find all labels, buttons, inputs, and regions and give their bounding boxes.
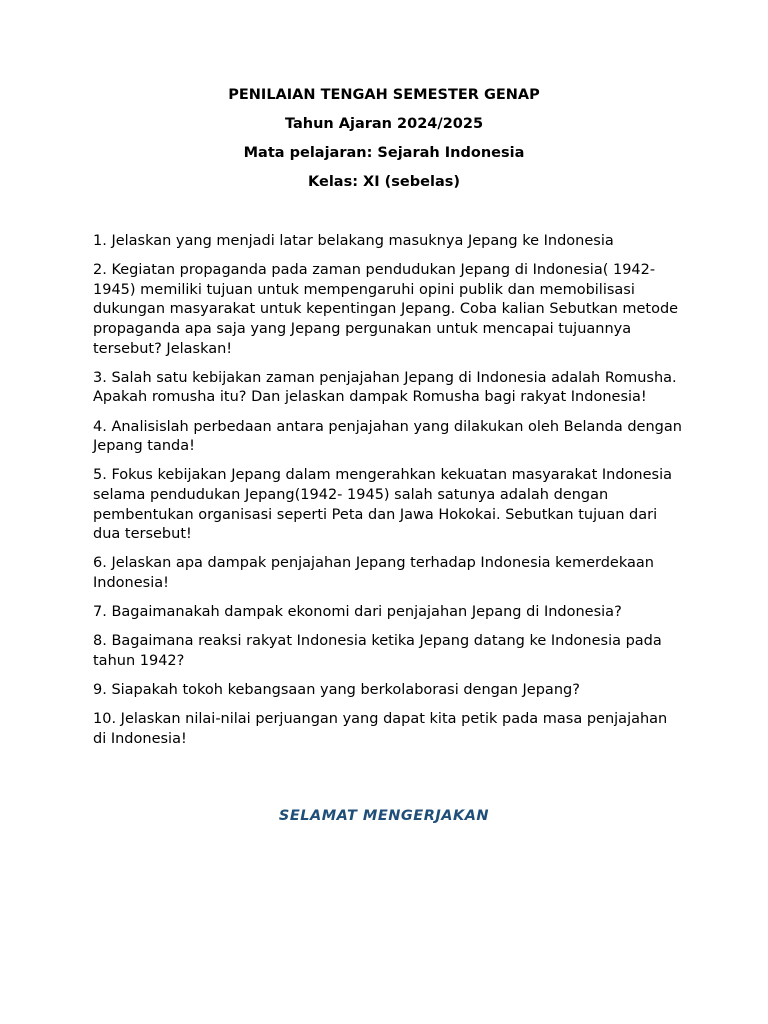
question-item: 1. Jelaskan yang menjadi latar belakang masuknya Jepang ke Indonesia	[93, 233, 614, 249]
question-item: 5. Fokus kebijakan Jepang dalam mengerahkan kekuatan masyarakat Indonesia selama pendudukan Jepang(1942- 1945) salah satunya adalah dengan pembentukan organisasi seperti Peta dan Jawa Hokokai. Sebutkan tujuan dari dua tersebut!	[93, 467, 672, 543]
class-line: Kelas: XI (sebelas)	[308, 174, 460, 190]
document-header	[0, 85, 768, 201]
question-item: 6. Jelaskan apa dampak penjajahan Jepang terhadap Indonesia kemerdekaan Indonesia!	[93, 555, 654, 591]
subject-line: Mata pelajaran: Sejarah Indonesia	[243, 145, 525, 161]
question-item: 8. Bagaimana reaksi rakyat Indonesia ketika Jepang datang ke Indonesia pada tahun 1942?	[93, 633, 662, 669]
exam-title: PENILAIAN TENGAH SEMESTER GENAP	[228, 87, 540, 103]
question-item: 3. Salah satu kebijakan zaman penjajahan Jepang di Indonesia adalah Romusha. Apakah romusha itu? Dan jelaskan dampak Romusha bagi rakyat Indonesia!	[93, 369, 677, 406]
question-list	[93, 232, 683, 759]
question-item: 4. Analisislah perbedaan antara penjajahan yang dilakukan oleh Belanda dengan Jepang tanda!	[93, 418, 682, 455]
closing-message: SELAMAT MENGERJAKAN	[278, 808, 490, 824]
question-item: 2. Kegiatan propaganda pada zaman pendudukan Jepang di Indonesia( 1942- 1945) memiliki tujuan untuk mempengaruhi opini publik dan memobilisasi dukungan masyarakat untuk kepentingan Jepang. Coba kalian Sebutkan metode propaganda apa saja yang Jepang pergunakan untuk mencapai tujuannya tersebut? Jelaskan!	[93, 262, 679, 357]
question-item: 7. Bagaimanakah dampak ekonomi dari penjajahan Jepang di Indonesia?	[93, 604, 622, 621]
academic-year: Tahun Ajaran 2024/2025	[284, 116, 484, 132]
question-item: 9. Siapakah tokoh kebangsaan yang berkolaborasi dengan Jepang?	[93, 682, 580, 699]
question-item: 10. Jelaskan nilai-nilai perjuangan yang dapat kita petik pada masa penjajahan di Indonesia!	[93, 711, 668, 747]
